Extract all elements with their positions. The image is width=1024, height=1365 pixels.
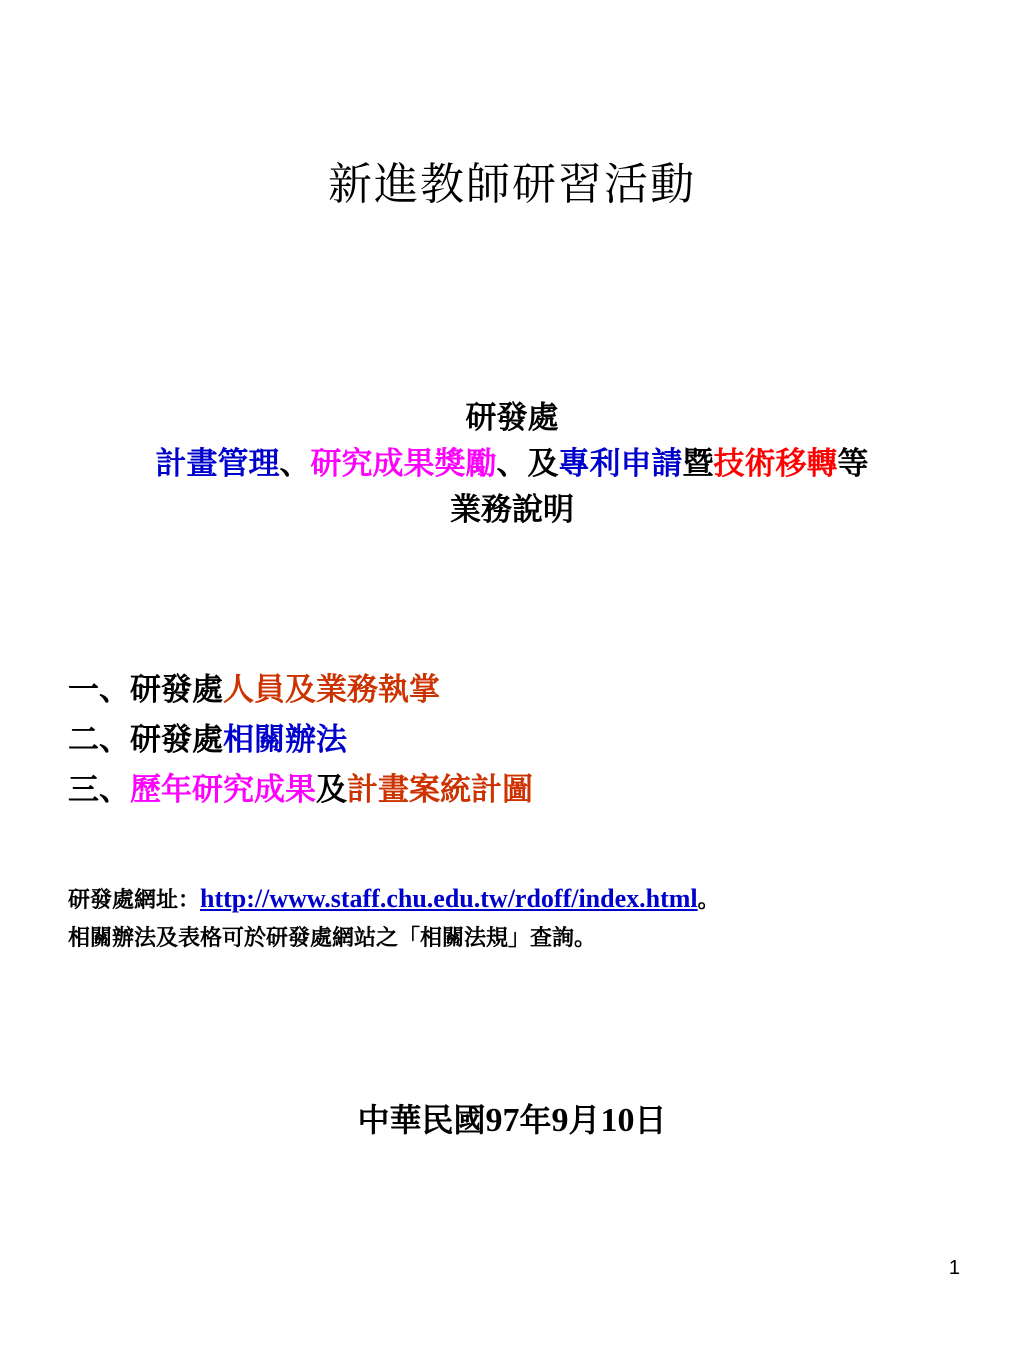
- department-services-line: [0, 441, 1024, 487]
- separator: 、及: [496, 446, 559, 482]
- website-label: 研發處網址：: [68, 887, 201, 913]
- service-project-management: 計畫管理: [155, 446, 280, 482]
- agenda-item-highlight: 相關辦法: [223, 722, 347, 758]
- agenda-item-highlight: 歷年研究成果: [130, 772, 316, 808]
- agenda-item: [68, 715, 533, 765]
- date-line: [0, 1095, 1024, 1141]
- date-month-unit: 月: [568, 1101, 601, 1139]
- agenda-item-highlight: 人員及業務執掌: [223, 672, 440, 708]
- date-month: 9: [551, 1102, 569, 1139]
- separator: 、: [279, 446, 311, 482]
- department-name: 研發處: [465, 400, 559, 436]
- date-day: 10: [600, 1102, 635, 1139]
- website-end: 。: [697, 887, 720, 913]
- website-note: 相關辦法及表格可於研發處網站之「相關法規」查詢。: [68, 925, 597, 951]
- page-number: 1: [948, 1257, 960, 1279]
- date-prefix: 中華民國: [357, 1101, 486, 1139]
- service-patent-application: 專利申請: [558, 446, 683, 482]
- agenda-item: [68, 765, 533, 815]
- website-info: [68, 880, 720, 957]
- department-subtitle: 業務說明: [450, 492, 574, 528]
- agenda-item: [68, 665, 533, 715]
- service-research-awards: 研究成果獎勵: [310, 446, 497, 482]
- agenda-list: [68, 665, 533, 815]
- date-day-unit: 日: [634, 1101, 667, 1139]
- suffix: 等: [837, 446, 869, 482]
- website-link[interactable]: http://www.staff.chu.edu.tw/rdoff/index.html: [200, 884, 698, 913]
- agenda-item-middle: 及: [316, 772, 347, 808]
- agenda-item-highlight-2: 計畫案統計圖: [347, 772, 533, 808]
- agenda-item-prefix: 一、研發處: [68, 672, 223, 708]
- agenda-item-prefix: 二、研發處: [68, 722, 223, 758]
- date-year-unit: 年: [519, 1101, 552, 1139]
- slide-title: 新進教師研習活動: [328, 159, 696, 210]
- department-block: [0, 395, 1024, 533]
- service-technology-transfer: 技術移轉: [713, 446, 838, 482]
- website-line: [68, 880, 720, 919]
- separator: 暨: [682, 446, 714, 482]
- date-year: 97: [485, 1102, 520, 1139]
- agenda-item-prefix: 三、: [68, 772, 130, 808]
